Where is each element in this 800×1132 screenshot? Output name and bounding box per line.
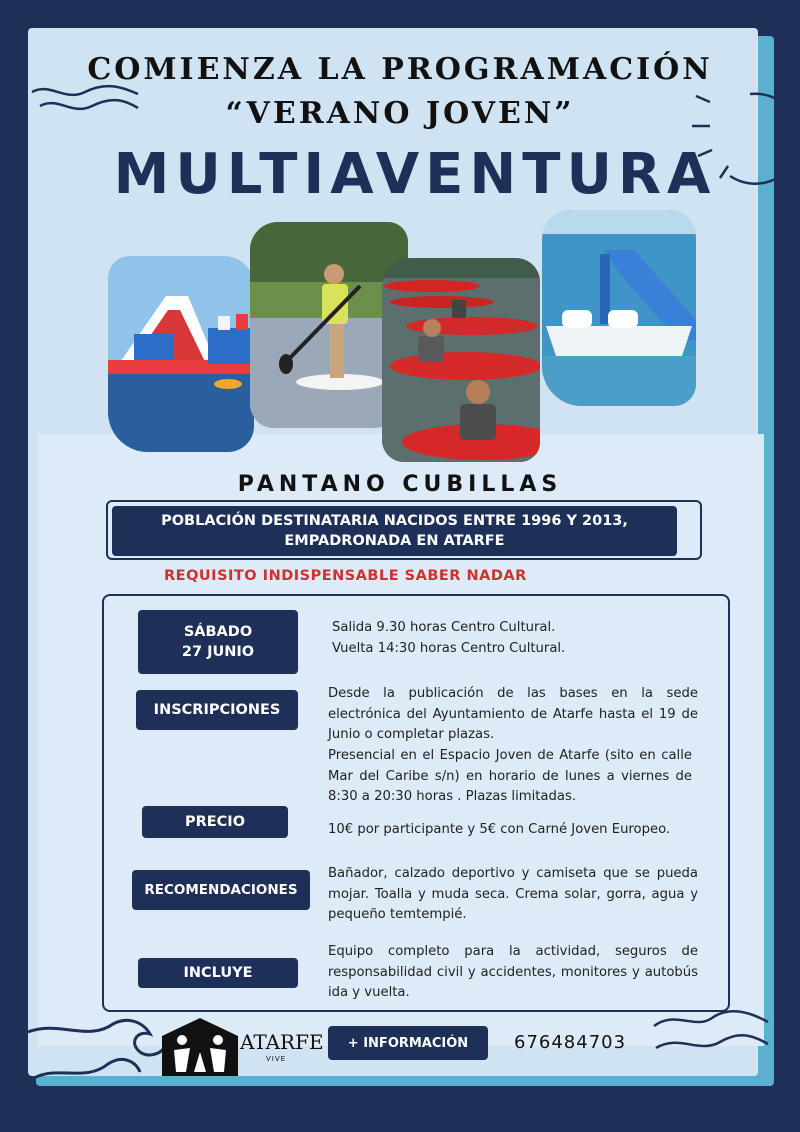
inscripciones-label: INSCRIPCIONES — [136, 690, 298, 730]
wave-doodle-bottom-right-icon — [650, 1008, 770, 1068]
date-day: SÁBADO — [183, 624, 253, 640]
schedule-departure: Salida 9.30 horas Centro Cultural. — [332, 620, 556, 635]
recomendaciones-label: RECOMENDACIONES — [132, 870, 310, 910]
inscripciones-text-2: Presencial en el Espacio Joven de Atarfe (sito en calle Mar del Caribe s/n) en horario de lunes a viernes de 8:30 a 20:30 horas . Plazas limitadas. — [328, 748, 692, 804]
logo-subtext: VIVE — [266, 1055, 287, 1063]
incluye-text: Equipo completo para la actividad, seguros de responsabilidad civil y accidentes, monitores y autobús ida y vuelta. — [328, 944, 698, 1000]
title-line-1: COMIENZA LA PROGRAMACIÓN — [87, 52, 713, 87]
atarfe-logo-icon — [160, 1016, 240, 1078]
schedule-text — [332, 618, 702, 659]
more-info-button[interactable]: + INFORMACIÓN — [328, 1026, 488, 1060]
incluye-label: INCLUYE — [138, 958, 298, 988]
inscripciones-text-1: Desde la publicación de las bases en la sede electrónica del Ayuntamiento de Atarfe hasta el 19 de Junio o completar plazas. — [328, 686, 698, 742]
photo-kayaks — [382, 258, 540, 462]
title-line-2: “VERANO JOVEN” — [225, 96, 575, 131]
photo-pedal-boat — [542, 210, 696, 406]
title-multiaventura: MULTIAVENTURA — [113, 142, 717, 207]
date-label — [138, 610, 298, 674]
schedule-return: Vuelta 14:30 horas Centro Cultural. — [332, 640, 566, 656]
requirement-text: REQUISITO INDISPENSABLE SABER NADAR — [164, 568, 527, 584]
phone-number: 676484703 — [514, 1032, 627, 1053]
recomendaciones-text: Bañador, calzado deportivo y camiseta que se pueda mojar. Toalla y muda seca. Crema solar, gorra, agua y pequeño temtempié. — [328, 866, 698, 922]
logo-text: ATARFE — [240, 1030, 324, 1054]
population-box — [112, 506, 677, 556]
precio-label: PRECIO — [142, 806, 288, 838]
population-line-1: POBLACIÓN DESTINATARIA NACIDOS ENTRE 1996 Y 2013, — [161, 513, 628, 529]
photo-inflatable-park — [108, 256, 254, 452]
precio-text: 10€ por participante y 5€ con Carné Joven Europeo. — [328, 822, 671, 837]
date-month: 27 JUNIO — [181, 644, 255, 660]
population-line-2: EMPADRONADA EN ATARFE — [284, 533, 505, 549]
wave-doodle-bottom-left-icon — [28, 1012, 168, 1102]
location-title: PANTANO CUBILLAS — [237, 472, 563, 497]
